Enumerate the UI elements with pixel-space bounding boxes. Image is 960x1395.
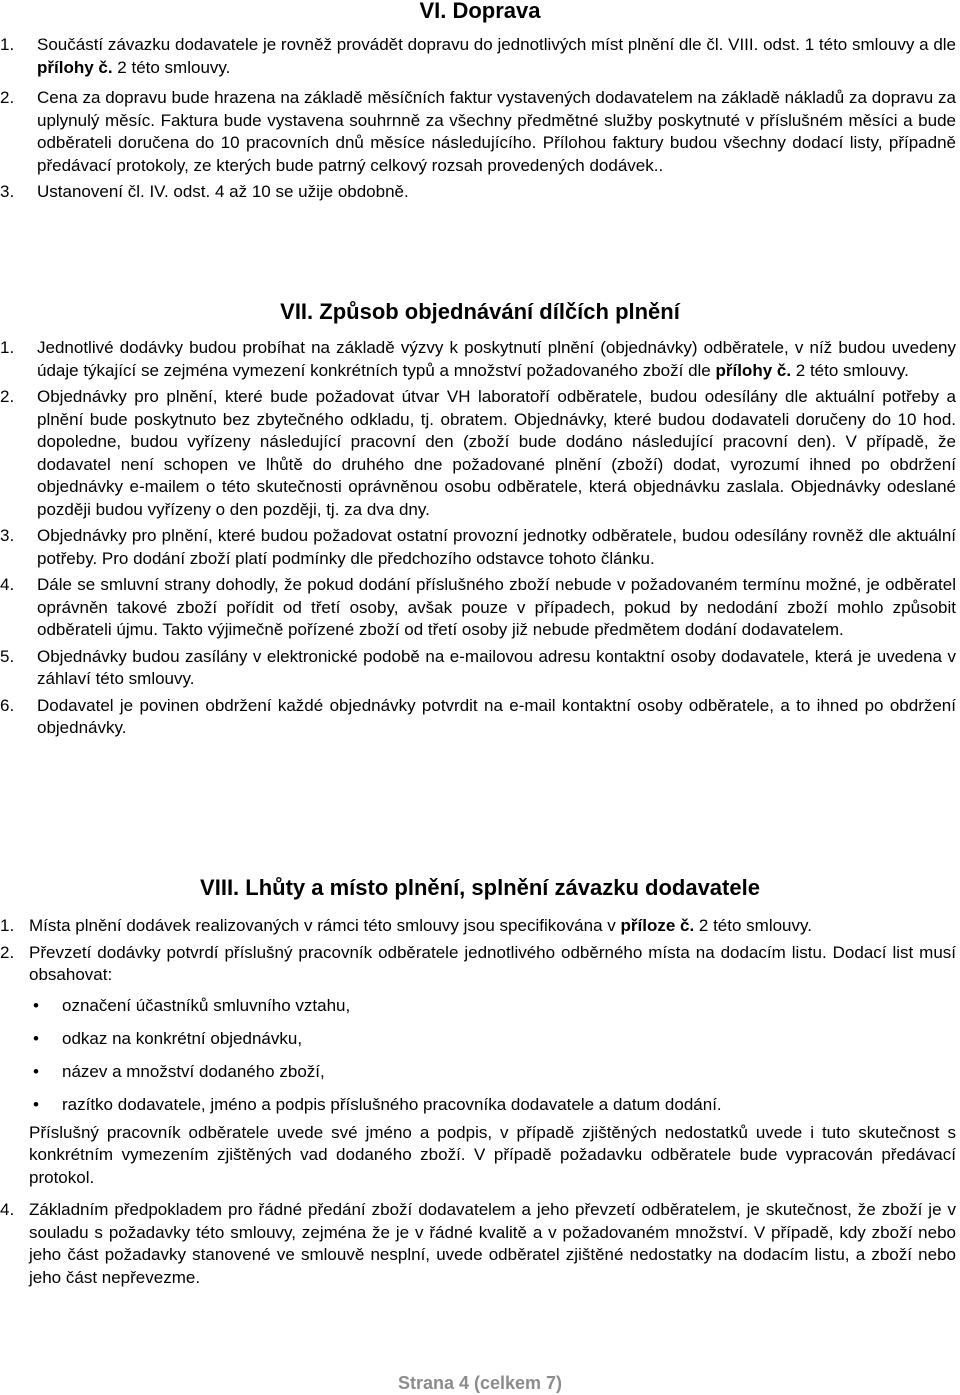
list-item [0, 695, 960, 740]
item-text: Dále se smluvní strany dohodly, že pokud dodání příslušného zboží nebude v požadovaném termínu možné, je odběratel oprávněn takové zboží pořídit od třetí osoby, avšak pouze v případech, pokud by nedodání zboží mohlo způsobit odběrateli újmu. Takto výjimečně pořízené zboží od třetí osoby již nebude předmětem dodání dodavatelem. [37, 575, 956, 639]
list-item [0, 942, 960, 987]
section-6-title: VI. Doprava [419, 0, 541, 23]
item-number: 4. [0, 575, 15, 594]
item-text: Ustanovení čl. IV. odst. 4 až 10 se užije obdobně. [37, 182, 409, 201]
item-number: 6. [0, 695, 15, 715]
section-6-body [0, 34, 960, 208]
item-number: 1. [0, 338, 15, 357]
item-number: 3. [0, 182, 15, 201]
item-text: Místa plnění dodávek realizovaných v rámci této smlouvy jsou specifikována v příloze č. 2 této smlouvy. [29, 916, 812, 935]
item-number: 3. [0, 526, 15, 545]
bullet-item: • razítko dodavatele, jméno a podpis příslušného pracovníka dodavatele a datum dodání. [0, 1094, 960, 1117]
item-text: Cena za dopravu bude hrazena na základě měsíčních faktur vystavených dodavatelem na základě nákladů za dopravu za uplynulý měsíc. Faktura bude vystavena souhrnně za všechny předmětné služby poskytnuté v příslušném měsíci a bude odběrateli doručena do 10 pracovních dnů měsíce následujícího. Přílohou faktury budou všechny dodací listy, případně předávací protokoly, ze kterých bude patrný celkový rozsah provedených dodávek.. [37, 88, 956, 175]
bullet-icon: • [33, 995, 39, 1015]
bullet-icon: • [33, 1061, 39, 1081]
item-text: Základním předpokladem pro řádné předání zboží dodavatelem a jeho převzetí odběratelem, je skutečnost, že zboží je v souladu s požadavky této smlouvy, zejména že je v řádné kvalitě a v požadovaném množství. V případě, kdy zboží nebo jeho část požadavky stanovené ve smlouvě nesplní, uvede odběratel zjištěné nedostatky na dodacím listu, a zboží nebo jeho část nepřevezme. [29, 1200, 956, 1287]
list-item [0, 34, 960, 79]
bullet-list [0, 995, 960, 1117]
item-continuation: Příslušný pracovník odběratele uvede své jméno a podpis, v případě zjištěných nedostatků uvede i tuto skutečnost s konkrétním vymezením zjištěných vad dodaného zboží. V případě požadavku odběratele bude vypracován předávací protokol. [29, 1122, 956, 1187]
list-item [0, 525, 960, 570]
section-8-title: VIII. Lhůty a místo plnění, splnění závazku dodavatele [200, 875, 760, 900]
item-number: 2. [0, 88, 15, 107]
list-item [0, 337, 960, 382]
item-number: 1. [0, 916, 15, 935]
item-number: 5. [0, 646, 15, 666]
item-text: Součástí závazku dodavatele je rovněž provádět dopravu do jednotlivých míst plnění dle čl. VIII. odst. 1 této smlouvy a dle přílohy č. 2 této smlouvy. [37, 35, 956, 77]
list-item [0, 386, 960, 521]
bullet-item: • označení účastníků smluvního vztahu, [0, 995, 960, 1018]
list-item [0, 87, 960, 177]
bullet-item: • odkaz na konkrétní objednávku, [0, 1028, 960, 1051]
bullet-icon: • [33, 1094, 39, 1114]
item-text: Dodavatel je povinen obdržení každé objednávky potvrdit na e-mail kontaktní osoby odběratele, a to ihned po obdržení objednávky. [37, 695, 956, 737]
item-text: Objednávky pro plnění, které budou požadovat ostatní provozní jednotky odběratele, budou odesílány rovněž dle aktuální potřeby. Pro dodání zboží platí podmínky dle předchozího odstavce tohoto článku. [37, 526, 956, 568]
item-text: Jednotlivé dodávky budou probíhat na základě výzvy k poskytnutí plnění (objednávky) odběratele, v níž budou uvedeny údaje týkající se zejména vymezení konkrétních typů a množství požadovaného zboží dle přílohy č. 2 této smlouvy. [37, 338, 956, 380]
list-item [0, 646, 960, 691]
item-text: Objednávky pro plnění, které bude požadovat útvar VH laboratoří odběratele, budou odesílány dle aktuální potřeby a plnění bude poskytnuto bez zbytečného odkladu, tj. obratem. Objednávky, které budou dodavateli doručeny do 10 hod. dopoledne, budou vyřízeny následující pracovní den (zboží bude dodáno následující pracovní den). V případě, že dodavatel není schopen ve lhůtě do druhého dne požadované plnění (zboží) dodat, vyrozumí ihned po obdržení objednávky e-mailem o této skutečnosti oprávněnou osobu odběratele, která objednávku zaslala. Objednávky odeslané později budou vyřízeny o den později, tj. za dva dny. [37, 387, 956, 519]
section-7-title: VII. Způsob objednávání dílčích plnění [280, 299, 680, 324]
list-item [0, 1199, 960, 1289]
list-item [0, 181, 960, 204]
section-7-body [0, 337, 960, 744]
item-text: Objednávky budou zasílány v elektronické podobě na e-mailovou adresu kontaktní osoby dodavatele, která je uvedena v záhlaví této smlouvy. [37, 646, 956, 688]
section-8-body [0, 915, 960, 1293]
item-number: 1. [0, 35, 15, 54]
item-number: 2. [0, 942, 15, 962]
page-footer: Strana 4 (celkem 7) [397, 1373, 563, 1393]
bullet-icon: • [33, 1028, 39, 1048]
list-item [0, 574, 960, 642]
list-item [0, 915, 960, 938]
item-text: Převzetí dodávky potvrdí příslušný pracovník odběratele jednotlivého odběrného místa na dodacím listu. Dodací list musí obsahovat: [29, 942, 956, 984]
bullet-item: • název a množství dodaného zboží, [0, 1061, 960, 1084]
item-number: 2. [0, 387, 15, 406]
item-number: 4. [0, 1200, 15, 1219]
